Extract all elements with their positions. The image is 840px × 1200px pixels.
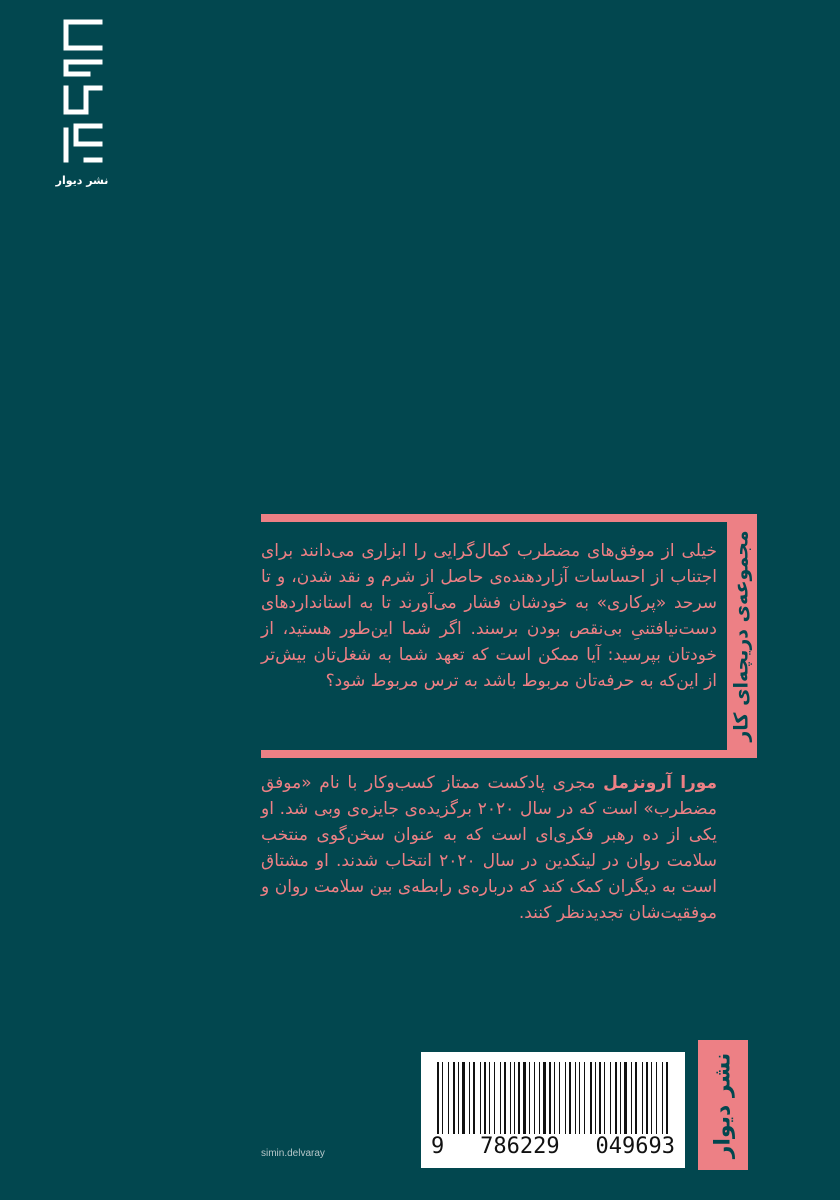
barcode-bar	[480, 1062, 481, 1134]
isbn-prefix-digit: 9	[431, 1134, 445, 1159]
barcode-bar	[631, 1062, 632, 1134]
barcode-bar	[646, 1062, 648, 1134]
publisher-tab	[698, 1040, 748, 1170]
barcode-bar	[523, 1062, 526, 1134]
barcode-bar	[529, 1062, 530, 1134]
isbn-barcode	[421, 1052, 685, 1168]
barcode-bar	[615, 1062, 617, 1134]
barcode-bar	[584, 1062, 585, 1134]
barcode-bar	[651, 1062, 652, 1134]
barcode-bar	[539, 1062, 540, 1134]
barcode-bar	[543, 1062, 546, 1134]
barcode-bar	[559, 1062, 560, 1134]
barcode-bar	[437, 1062, 439, 1134]
barcode-bar	[510, 1062, 511, 1134]
barcode-bar	[484, 1062, 486, 1134]
top-divider	[261, 514, 727, 522]
isbn-number	[431, 1134, 675, 1159]
barcode-bar	[518, 1062, 520, 1134]
author-name: مورا آرونز‌مل	[603, 773, 717, 793]
barcode-bar	[458, 1062, 459, 1134]
barcode-bar	[579, 1062, 580, 1134]
publisher-spine-label: نشر دیوار	[710, 1052, 736, 1158]
barcode-bar	[635, 1062, 637, 1134]
barcode-bar	[448, 1062, 449, 1134]
barcode-bar	[504, 1062, 506, 1134]
barcode-bar	[666, 1062, 668, 1134]
isbn-group-2: 049693	[595, 1134, 675, 1159]
barcode-bar	[620, 1062, 621, 1134]
isbn-group-1: 786229	[480, 1134, 560, 1159]
barcode-bar	[554, 1062, 555, 1134]
series-tab	[727, 514, 757, 758]
barcode-bar	[569, 1062, 571, 1134]
barcode-bar	[642, 1062, 643, 1134]
publisher-logo	[58, 18, 106, 166]
barcode-bar	[473, 1062, 475, 1134]
barcode-bar	[494, 1062, 495, 1134]
middle-divider	[261, 750, 727, 758]
barcode-bar	[549, 1062, 551, 1134]
barcode-bar	[469, 1062, 470, 1134]
barcode-bar	[453, 1062, 455, 1134]
barcode-bars	[435, 1062, 671, 1134]
barcode-bar	[462, 1062, 465, 1134]
designer-credit: simin.delvaray	[261, 1148, 325, 1159]
series-label: مجموعه‌ی دریچه‌ای کار	[731, 530, 753, 742]
barcode-bar	[656, 1062, 657, 1134]
barcode-bar	[595, 1062, 596, 1134]
author-bio	[261, 770, 717, 926]
barcode-bar	[599, 1062, 601, 1134]
barcode-bar	[610, 1062, 611, 1134]
barcode-bar	[514, 1062, 515, 1134]
publisher-logo-mark	[58, 18, 106, 166]
barcode-bar	[662, 1062, 663, 1134]
barcode-bar	[624, 1062, 627, 1134]
back-cover-blurb: خیلی از موفق‌های مضطرب کمال‌گرایی را ابزاری می‌دانند برای اجتناب از احساسات آزاردهنده‌ی حاصل از شرم و نقد شدن، و تا سرحد «پرکاری» به خودشان فشار می‌آورند تا به استانداردهای دست‌نیافتنیِ بی‌نقص بودن برسند. اگر شما این‌طور هستید، از خودتان بپرسید: آیا ممکن است که تعهد شما به شغل‌تان بیش‌تر از این‌که به حرفه‌تان مربوط باشد به ترس مربوط شود؟	[261, 541, 717, 691]
barcode-bar	[534, 1062, 535, 1134]
author-bio-text: مجری پادکست ممتاز کسب‌وکار با نام «موفق مضطرب» است که در سال ۲۰۲۰ برگزیده‌ی جایزه‌ی وبی شد. او یکی از ده رهبر فکری‌ای است که به عنوان سخن‌گوی منتخب سلامت روان در لینکدین در سال ۲۰۲۰ انتخاب شدند. او مشتاق است به دیگران کمک کند که درباره‌ی رابطه‌ی بین سلامت روان و موفقیت‌شان تجدیدنظر کنند.	[261, 773, 717, 923]
barcode-bar	[500, 1062, 501, 1134]
barcode-bar	[604, 1062, 605, 1134]
publisher-caption: نشر دیوار	[55, 174, 109, 187]
barcode-bar	[590, 1062, 592, 1134]
barcode-bar	[489, 1062, 490, 1134]
barcode-bar	[575, 1062, 576, 1134]
barcode-bar	[565, 1062, 566, 1134]
barcode-bar	[442, 1062, 443, 1134]
